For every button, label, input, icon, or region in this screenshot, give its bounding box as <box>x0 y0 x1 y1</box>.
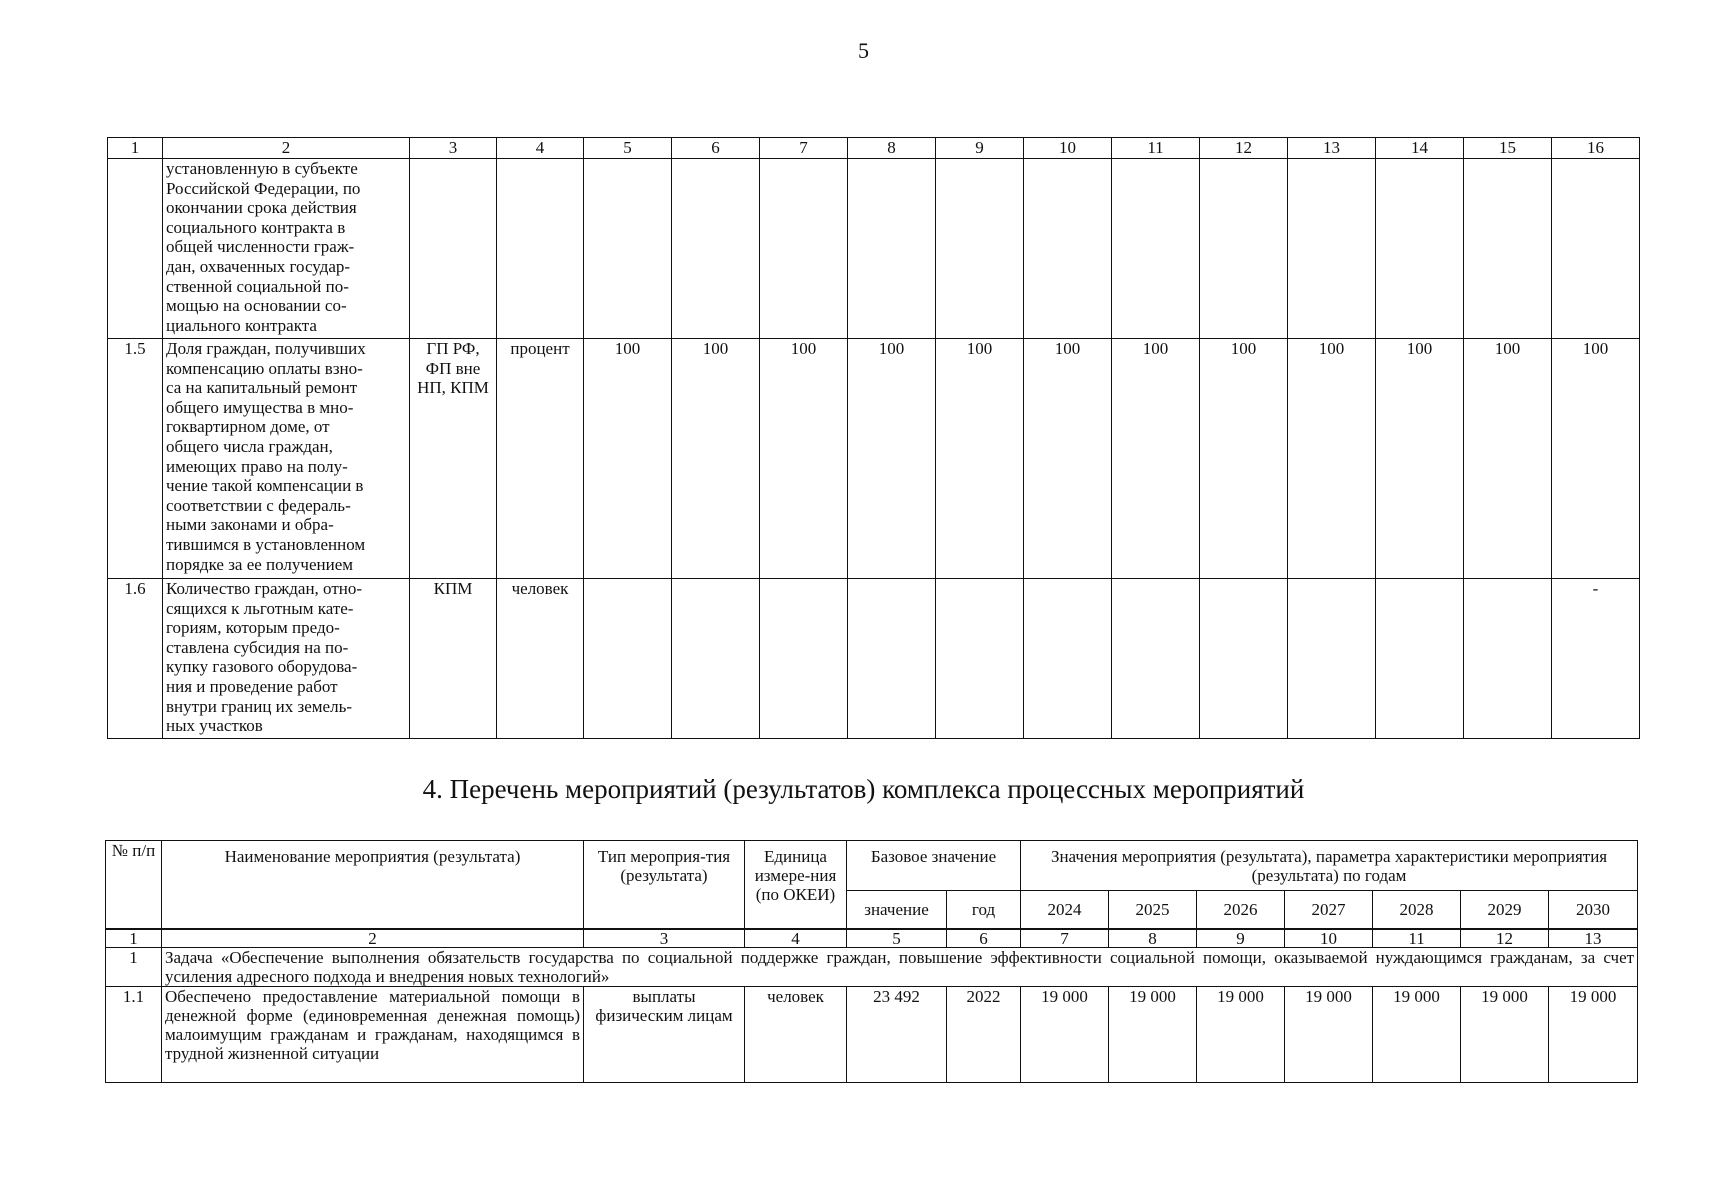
header-base-value: значение <box>847 891 947 929</box>
value-cell <box>1464 159 1552 339</box>
header-unit: Единица измере-ния (по ОКЕИ) <box>745 841 847 929</box>
table-row <box>108 579 1640 739</box>
column-numbers-row <box>106 929 1638 948</box>
activity-type: выплаты физическим лицам <box>584 986 745 1082</box>
value-cell <box>584 579 672 739</box>
column-number: 3 <box>584 929 745 948</box>
header-year: 2030 <box>1549 891 1638 929</box>
value-cell <box>1376 579 1464 739</box>
unit-cell: человек <box>745 986 847 1082</box>
value-cell <box>584 159 672 339</box>
header-year: 2029 <box>1461 891 1549 929</box>
header-year: 2026 <box>1197 891 1285 929</box>
value-cell <box>848 579 936 739</box>
value-cell: 19 000 <box>1461 986 1549 1082</box>
column-number: 9 <box>936 138 1024 159</box>
unit-cell: человек <box>497 579 584 739</box>
header-year: 2024 <box>1021 891 1109 929</box>
value-cell: 100 <box>760 339 848 579</box>
value-cell: 100 <box>1288 339 1376 579</box>
table-header-row <box>106 841 1638 891</box>
value-cell <box>760 159 848 339</box>
page-number: 5 <box>858 38 869 63</box>
column-number: 10 <box>1024 138 1112 159</box>
table-row <box>108 339 1640 579</box>
column-number: 5 <box>847 929 947 948</box>
source-cell <box>410 159 497 339</box>
value-cell <box>1112 579 1200 739</box>
value-cell: 100 <box>1200 339 1288 579</box>
column-number: 3 <box>410 138 497 159</box>
section-title: 4. Перечень мероприятий (результатов) комплекса процессных мероприятий <box>422 774 1305 804</box>
value-cell <box>1288 159 1376 339</box>
value-cell <box>936 579 1024 739</box>
table-row <box>106 986 1638 1082</box>
value-cell: 100 <box>1464 339 1552 579</box>
value-cell <box>1552 159 1640 339</box>
value-cell: 100 <box>672 339 760 579</box>
table-row <box>108 159 1640 339</box>
value-cell <box>672 159 760 339</box>
table-header-row <box>108 138 1640 159</box>
header-base-year: год <box>947 891 1021 929</box>
row-number: 1.5 <box>108 339 163 579</box>
header-type: Тип мероприя-тия (результата) <box>584 841 745 929</box>
value-cell <box>1024 579 1112 739</box>
indicator-name: Количество граждан, отно- сящихся к льготным кате- гориям, которым предо- ставлена субсидия на по- купку газового оборудова- ния и проведение работ внутри границ их земель- ных участков <box>163 579 410 739</box>
value-cell: 19 000 <box>1021 986 1109 1082</box>
row-number: 1.1 <box>106 986 162 1082</box>
value-cell: 100 <box>1552 339 1640 579</box>
value-cell: 100 <box>1376 339 1464 579</box>
column-number: 7 <box>760 138 848 159</box>
value-cell <box>1112 159 1200 339</box>
header-name: Наименование мероприятия (результата) <box>162 841 584 929</box>
header-base: Базовое значение <box>847 841 1021 891</box>
header-year: 2028 <box>1373 891 1461 929</box>
value-cell <box>1024 159 1112 339</box>
column-number: 6 <box>672 138 760 159</box>
row-number: 1.6 <box>108 579 163 739</box>
value-cell <box>672 579 760 739</box>
value-cell: 100 <box>1112 339 1200 579</box>
activities-table <box>105 840 1638 1083</box>
value-cell <box>936 159 1024 339</box>
header-values: Значения мероприятия (результата), параметра характеристики мероприятия (результата) по годам <box>1021 841 1638 891</box>
value-cell <box>1376 159 1464 339</box>
value-cell: 19 000 <box>1197 986 1285 1082</box>
task-row <box>106 947 1638 986</box>
value-cell: 19 000 <box>1373 986 1461 1082</box>
value-cell <box>760 579 848 739</box>
source-cell: КПМ <box>410 579 497 739</box>
column-number: 13 <box>1549 929 1638 948</box>
value-cell: 19 000 <box>1549 986 1638 1082</box>
task-number: 1 <box>106 947 162 986</box>
value-cell <box>1200 159 1288 339</box>
column-number: 5 <box>584 138 672 159</box>
column-number: 7 <box>1021 929 1109 948</box>
task-text: Задача «Обеспечение выполнения обязательств государства по социальной поддержке граждан, повышение эффективности социальной помощи, оказываемой нуждающимся гражданам, за счет усиления адресного подхода и внедрения новых технологий» <box>162 947 1638 986</box>
column-number: 13 <box>1288 138 1376 159</box>
source-cell: ГП РФ, ФП вне НП, КПМ <box>410 339 497 579</box>
column-number: 12 <box>1461 929 1549 948</box>
column-number: 2 <box>163 138 410 159</box>
header-year: 2027 <box>1285 891 1373 929</box>
value-cell <box>848 159 936 339</box>
base-year: 2022 <box>947 986 1021 1082</box>
value-cell <box>1288 579 1376 739</box>
column-number: 12 <box>1200 138 1288 159</box>
indicator-name: установленную в субъекте Российской Федерации, по окончании срока действия социального контракта в общей численности граж- дан, охваченных государ- ственной социальной по- мощью на основании со- циального контракта <box>163 159 410 339</box>
value-cell <box>1200 579 1288 739</box>
column-number: 2 <box>162 929 584 948</box>
column-number: 6 <box>947 929 1021 948</box>
column-number: 11 <box>1373 929 1461 948</box>
indicators-table <box>107 137 1640 739</box>
row-number <box>108 159 163 339</box>
value-cell <box>1464 579 1552 739</box>
activity-name: Обеспечено предоставление материальной помощи в денежной форме (единовременная денежная помощь) малоимущим гражданам и гражданам, находящимся в трудной жизненной ситуации <box>162 986 584 1082</box>
header-num: № п/п <box>106 841 162 929</box>
header-year: 2025 <box>1109 891 1197 929</box>
column-number: 4 <box>745 929 847 948</box>
column-number: 11 <box>1112 138 1200 159</box>
column-number: 10 <box>1285 929 1373 948</box>
column-number: 1 <box>106 929 162 948</box>
unit-cell: процент <box>497 339 584 579</box>
value-cell: - <box>1552 579 1640 739</box>
column-number: 16 <box>1552 138 1640 159</box>
value-cell: 100 <box>584 339 672 579</box>
value-cell: 19 000 <box>1109 986 1197 1082</box>
value-cell: 19 000 <box>1285 986 1373 1082</box>
indicator-name: Доля граждан, получивших компенсацию оплаты взно- са на капитальный ремонт общего имущества в мно- гоквартирном доме, от общего числа граждан, имеющих право на полу- чение такой компенсации в соответствии с федераль- ными законами и обра- тившимся в установленном порядке за ее получением <box>163 339 410 579</box>
column-number: 15 <box>1464 138 1552 159</box>
base-value: 23 492 <box>847 986 947 1082</box>
column-number: 9 <box>1197 929 1285 948</box>
column-number: 4 <box>497 138 584 159</box>
column-number: 8 <box>1109 929 1197 948</box>
value-cell: 100 <box>848 339 936 579</box>
value-cell: 100 <box>1024 339 1112 579</box>
value-cell: 100 <box>936 339 1024 579</box>
unit-cell <box>497 159 584 339</box>
column-number: 1 <box>108 138 163 159</box>
column-number: 8 <box>848 138 936 159</box>
column-number: 14 <box>1376 138 1464 159</box>
